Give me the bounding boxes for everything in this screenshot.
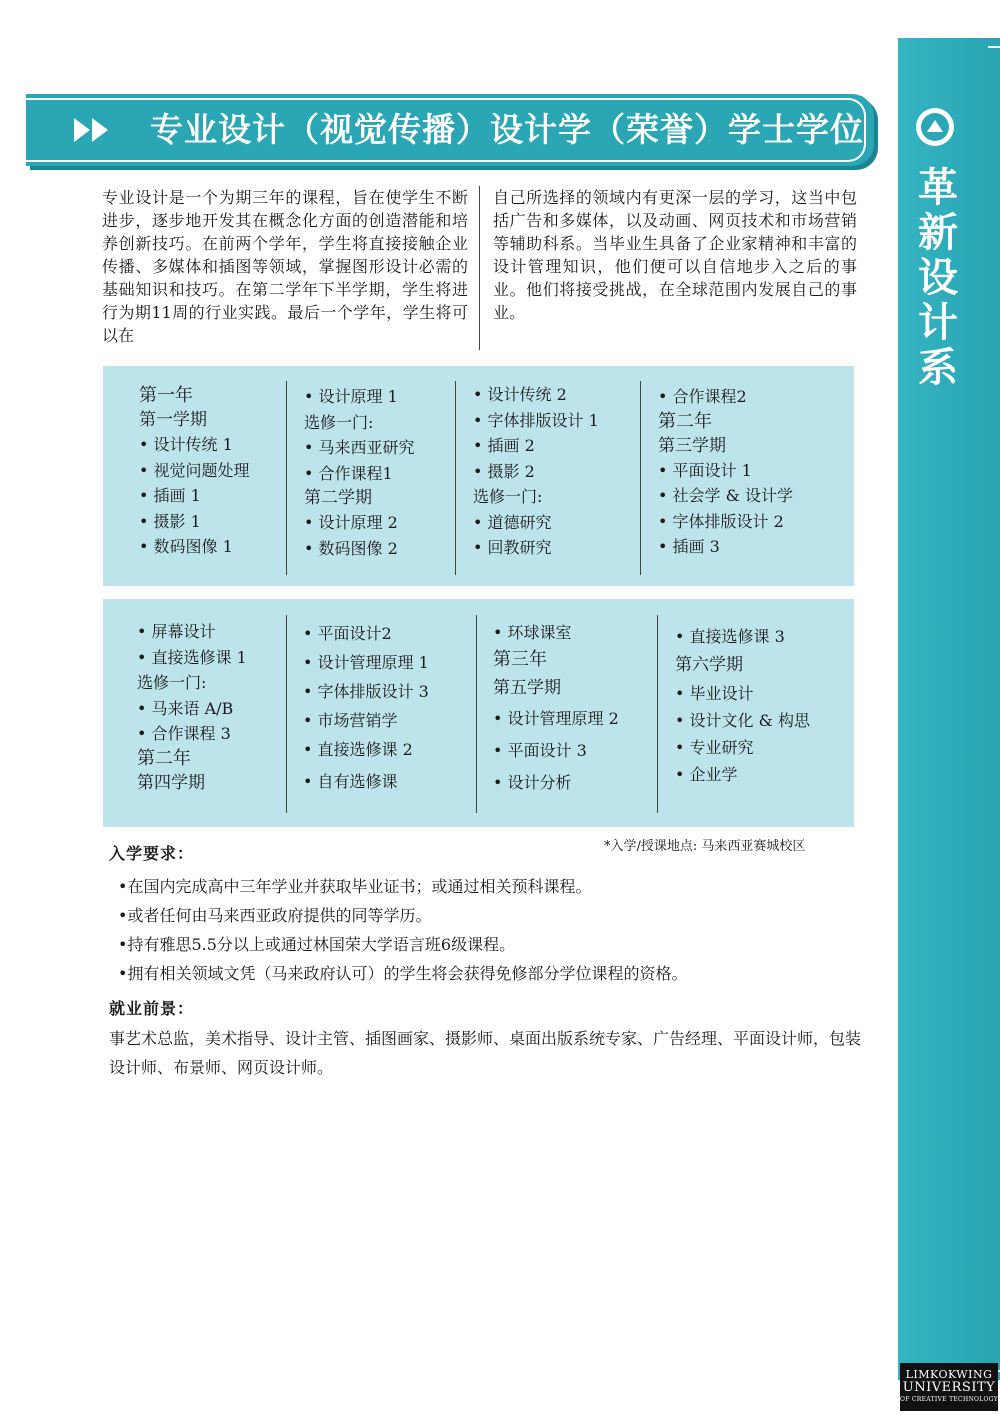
course-box-1 bbox=[103, 366, 854, 586]
course-item: • 设计文化 & 构思 bbox=[675, 711, 810, 730]
course-item: • 字体排版设计 3 bbox=[303, 682, 429, 701]
side-tab-char: 新 bbox=[918, 210, 958, 256]
course-item: • 视觉问题处理 bbox=[139, 460, 250, 480]
course-column bbox=[675, 623, 810, 827]
course-item: • 马来西亚研究 bbox=[304, 438, 415, 457]
course-column bbox=[137, 619, 247, 827]
requirement-item: •或者任何由马来西亚政府提供的同等学历。 bbox=[118, 906, 432, 925]
course-item: • 合作课程 3 bbox=[137, 724, 231, 743]
course-item: • 字体排版设计 2 bbox=[658, 511, 784, 531]
semester-label: 第四学期 bbox=[137, 772, 205, 793]
course-item: • 毕业设计 bbox=[675, 684, 754, 703]
year-label: 第一年 bbox=[139, 385, 193, 406]
course-item: • 专业研究 bbox=[675, 738, 754, 757]
column-divider bbox=[286, 381, 287, 575]
column-divider bbox=[286, 615, 287, 813]
requirement-item: •持有雅思5.5分以上或通过林国荣大学语言班6级课程。 bbox=[118, 935, 516, 954]
requirement-item: •拥有相关领域文凭（马来政府认可）的学生将会获得免修部分学位课程的资格。 bbox=[118, 964, 688, 983]
course-item: • 直接选修课 3 bbox=[675, 627, 785, 646]
course-item: • 环球课室 bbox=[493, 623, 572, 642]
course-item: • 设计原理 1 bbox=[304, 387, 398, 406]
semester-label: 第一学期 bbox=[139, 410, 207, 430]
course-column bbox=[139, 384, 250, 586]
side-tab-char: 系 bbox=[918, 345, 958, 391]
university-logo bbox=[900, 1363, 998, 1411]
course-item: • 设计传统 2 bbox=[473, 385, 567, 404]
header-bar bbox=[26, 94, 874, 166]
semester-label: 第二学期 bbox=[304, 488, 372, 508]
course-item: • 插画 3 bbox=[658, 537, 720, 556]
elective-label: 选修一门: bbox=[137, 673, 207, 692]
course-column bbox=[493, 619, 619, 827]
course-item: • 平面设计 1 bbox=[658, 460, 752, 480]
course-item: • 屏幕设计 bbox=[137, 622, 216, 641]
semester-label: 第三学期 bbox=[658, 435, 726, 456]
column-divider bbox=[455, 381, 456, 575]
course-item: • 自有选修课 bbox=[303, 772, 398, 791]
course-column bbox=[303, 619, 429, 827]
course-item: • 市场营销学 bbox=[303, 711, 398, 730]
year-label: 第二年 bbox=[137, 747, 191, 769]
year-label: 第二年 bbox=[658, 410, 712, 432]
course-item: • 平面设计2 bbox=[303, 624, 392, 643]
career-text: 事艺术总监，美术指导、设计主管、插图画家、摄影师、桌面出版系统专家、广告经理、平面设计师，包装设计师、布景师、网页设计师。 bbox=[109, 1029, 862, 1077]
course-item: • 直接选修课 1 bbox=[137, 647, 247, 667]
course-item: • 数码图像 2 bbox=[304, 538, 398, 558]
year-label: 第三年 bbox=[493, 649, 547, 670]
elective-label: 选修一门: bbox=[304, 412, 374, 432]
course-column bbox=[304, 384, 415, 586]
entry-requirements-title: 入学要求： bbox=[109, 844, 195, 863]
course-item: • 摄影 1 bbox=[139, 511, 201, 531]
course-column bbox=[473, 382, 599, 586]
column-divider bbox=[657, 615, 658, 813]
side-tab-char: 设 bbox=[918, 255, 958, 301]
fast-forward-icon bbox=[74, 118, 110, 144]
course-item: • 企业学 bbox=[675, 765, 738, 784]
up-triangle-icon-ring bbox=[921, 113, 949, 141]
course-item: • 合作课程1 bbox=[304, 463, 393, 483]
requirements-list bbox=[118, 872, 878, 988]
logo-line: UNIVERSITY bbox=[902, 1380, 996, 1395]
course-item: • 回教研究 bbox=[473, 538, 552, 557]
side-tab-char: 革 bbox=[918, 165, 958, 211]
course-item: • 数码图像 1 bbox=[139, 537, 233, 556]
course-item: • 插画 2 bbox=[473, 436, 535, 455]
page-title: 专业设计（视觉传播）设计学（荣誉）学士学位 bbox=[150, 110, 864, 149]
elective-label: 选修一门: bbox=[473, 487, 543, 506]
course-item: • 设计分析 bbox=[493, 773, 572, 792]
up-triangle-icon-glyph bbox=[927, 120, 943, 132]
course-item: • 社会学 & 设计学 bbox=[658, 486, 793, 505]
career-title: 就业前景： bbox=[109, 999, 195, 1018]
course-item: • 平面设计 3 bbox=[493, 741, 587, 760]
logo-line: LIMKOKWING bbox=[905, 1368, 993, 1381]
course-item: • 字体排版设计 1 bbox=[473, 410, 599, 430]
location-note: *入学/授课地点: 马来西亚赛城校区 bbox=[604, 839, 806, 854]
course-item: • 设计传统 1 bbox=[139, 435, 233, 454]
intro-left-text: 专业设计是一个为期三年的课程，旨在使学生不断进步，逐步地开发其在概念化方面的创造潜能和培养创新技巧。在前两个学年，学生将直接接触企业传播、多媒体和插图等领域，掌握图形设计必需的基础知识和技巧。在第二学年下半学期，学生将进行为期11周的行业实践。最后一个学年，学生将可以在 bbox=[102, 188, 468, 345]
course-item: • 设计管理原理 1 bbox=[303, 653, 429, 672]
side-tab-char: 计 bbox=[918, 300, 958, 346]
course-item: • 设计管理原理 2 bbox=[493, 709, 619, 728]
intro-right-text: 自己所选择的领域内有更深一层的学习，这当中包括广告和多媒体，以及动画、网页技术和市场营销等辅助科系。当毕业生具备了企业家精神和丰富的设计管理知识，他们便可以自信地步入之后的事业。他们将接受挑战，在全球范围内发展自己的事业。 bbox=[493, 188, 857, 322]
semester-label: 第五学期 bbox=[493, 678, 561, 698]
side-tab-title bbox=[912, 166, 964, 391]
course-item: • 设计原理 2 bbox=[304, 513, 398, 532]
course-column bbox=[658, 384, 793, 586]
column-divider bbox=[476, 615, 477, 813]
course-item: • 摄影 2 bbox=[473, 461, 535, 481]
semester-label: 第六学期 bbox=[675, 655, 743, 675]
course-item: • 道德研究 bbox=[473, 512, 552, 532]
course-item: • 直接选修课 2 bbox=[303, 740, 413, 759]
logo-line: OF CREATIVE TECHNOLOGY bbox=[900, 1396, 999, 1403]
requirement-item: •在国内完成高中三年学业并获取毕业证书；或通过相关预科课程。 bbox=[118, 877, 592, 896]
column-divider bbox=[640, 381, 641, 575]
course-item: • 马来语 A/B bbox=[137, 698, 234, 718]
intro-divider bbox=[479, 186, 480, 350]
up-triangle-icon bbox=[916, 108, 954, 146]
course-item: • 插画 1 bbox=[139, 486, 201, 505]
course-item: • 合作课程2 bbox=[658, 387, 747, 406]
course-box-2 bbox=[103, 599, 854, 827]
